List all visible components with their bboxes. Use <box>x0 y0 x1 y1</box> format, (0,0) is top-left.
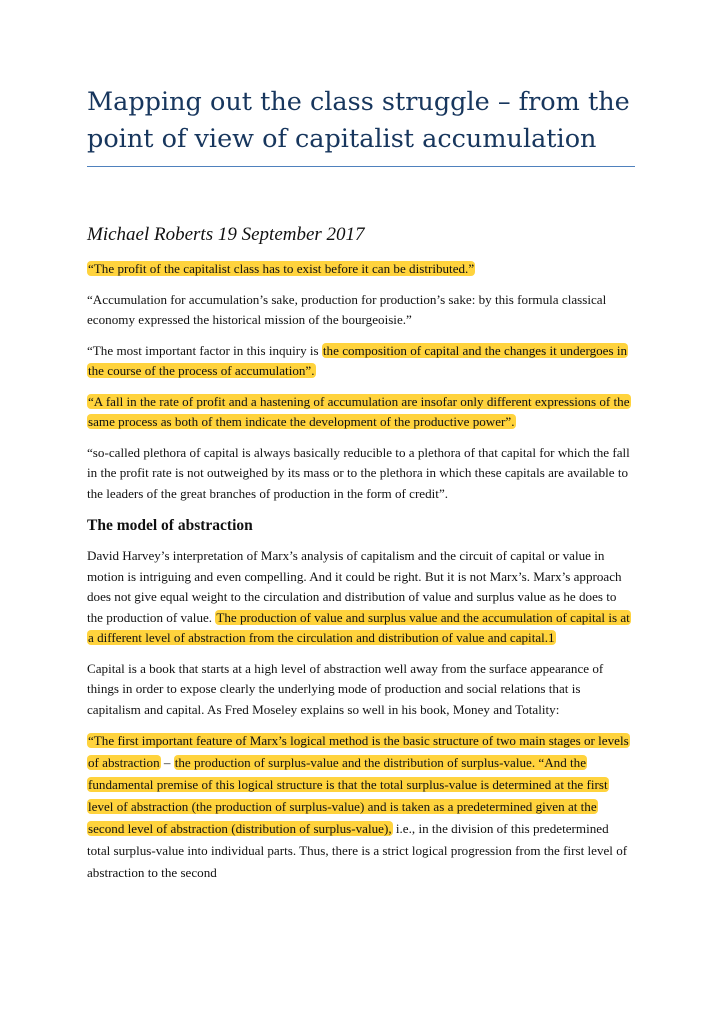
quote-paragraph-2 <box>87 290 635 331</box>
highlighted-text: the composition of capital and the changes it undergoes in the course of the process of accumulation”. <box>88 342 628 378</box>
quote-paragraph-1 <box>87 259 635 280</box>
quote-paragraph-3 <box>87 341 635 382</box>
paragraph-text: i.e., in the division of this predetermined total surplus-value into individual parts. Thus, there is a strict logical progression from the first level of abstraction to the second <box>87 821 628 880</box>
paragraph-text: Capital is a book that starts at a high level of abstraction well away from the surface appearance of things in order to expose clearly the underlying mode of production and social relations that is capitalism and capital. As Fred Moseley explains so well in his book, Money and Totality: <box>87 660 604 717</box>
highlighted-text: “The first important feature of Marx’s logical method is the basic structure of two main stages or levels of abstraction <box>88 733 629 770</box>
byline: Michael Roberts 19 September 2017 <box>87 224 365 245</box>
highlighted-text: The production of value and surplus value and the accumulation of capital is at a different level of abstraction from the circulation and distribution of value and capital.1 <box>88 609 630 645</box>
highlighted-text: the production of surplus-value and the distribution of surplus-value. “And the fundamental premise of this logical structure is that the total surplus-value is determined at the first level of abstraction (the production of surplus-value) and is taken as a predetermined given at the second level of abstraction (distribution of surplus-value), <box>88 755 608 836</box>
document-title: Mapping out the class struggle – from the point of view of capitalist accumulation <box>87 84 635 167</box>
quote-paragraph-4 <box>87 392 635 433</box>
paragraph-text: David Harvey’s interpretation of Marx’s analysis of capitalism and the circuit of capital or value in motion is intriguing and even compelling. And it could be right. But it is not Marx’s. Marx’s approach does not give equal weight to the circulation and distribution of value and surplus value as he does to the production of value. <box>87 548 622 625</box>
body-paragraph-2 <box>87 659 635 721</box>
paragraph-text: “so-called plethora of capital is always basically reducible to a plethora of that capital for which the fall in the profit rate is not outweighed by its mass or to the plethora in which these capitals are available to the leaders of the great branches of production in the form of credit”. <box>87 444 630 501</box>
paragraph-text: – <box>160 755 174 770</box>
paragraph-text: “The most important factor in this inquiry is <box>87 342 322 358</box>
body-paragraph-1 <box>87 546 635 649</box>
document-body <box>87 259 635 894</box>
body-paragraph-3 <box>87 730 635 884</box>
highlighted-text: “The profit of the capitalist class has to exist before it can be distributed.” <box>88 261 475 276</box>
paragraph-text: “Accumulation for accumulation’s sake, production for production’s sake: by this formula classical economy expressed the historical mission of the bourgeoisie.” <box>87 291 607 327</box>
highlighted-text: “A fall in the rate of profit and a hastening of accumulation are insofar only different expressions of the same process as both of them indicate the development of the productive power”. <box>88 393 630 429</box>
quote-paragraph-5 <box>87 443 635 505</box>
section-heading: The model of abstraction <box>87 517 253 534</box>
